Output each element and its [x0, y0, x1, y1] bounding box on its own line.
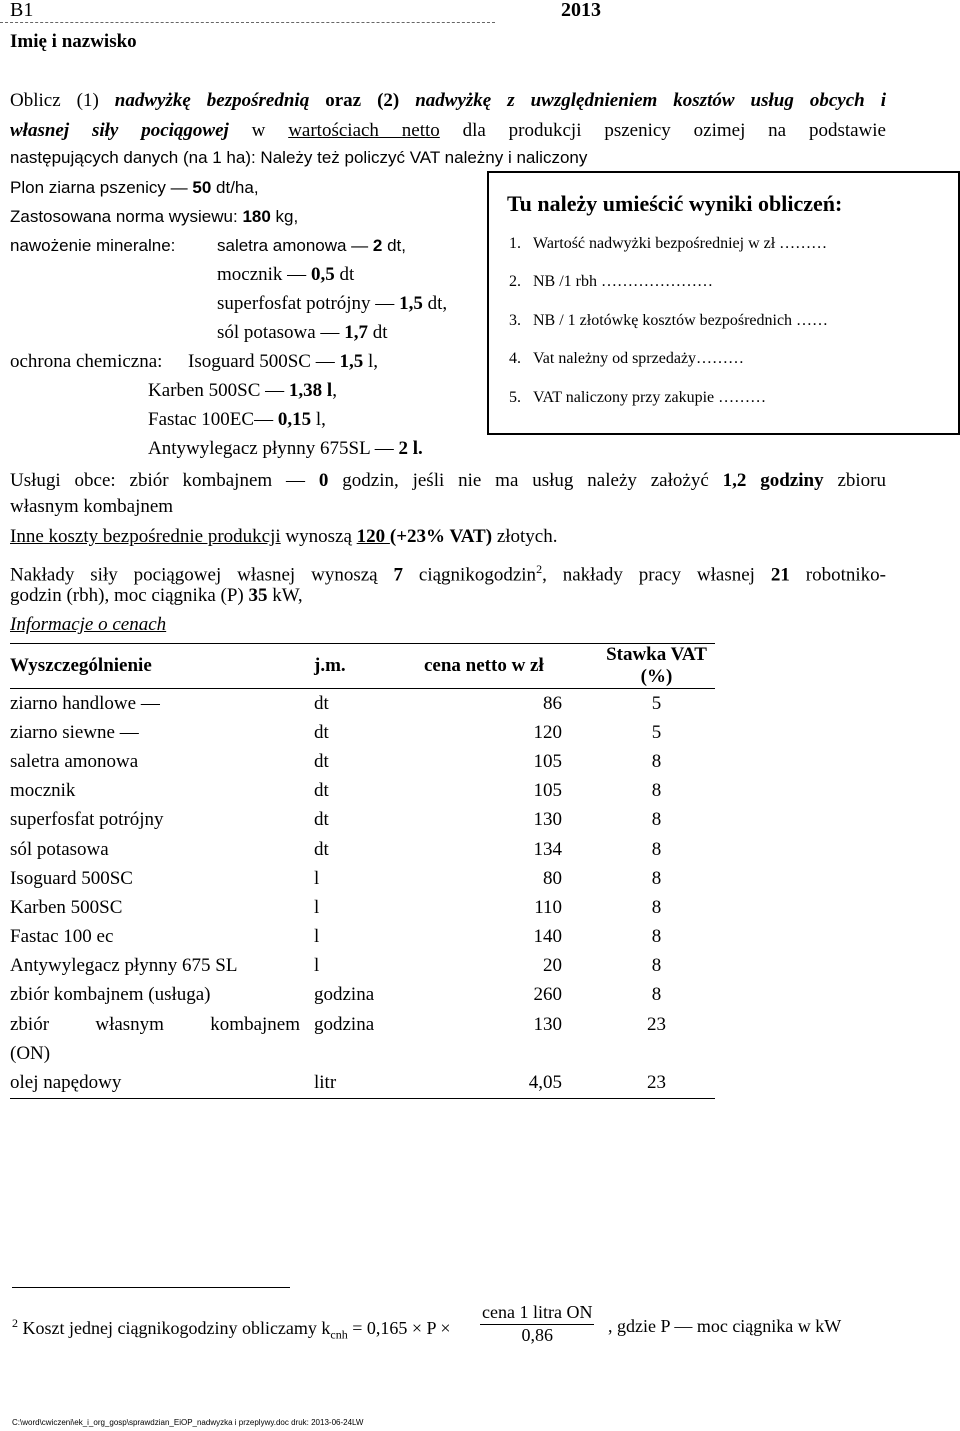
cell-vat: 8 [651, 896, 662, 918]
cell-name: zbiór własnym kombajnem [10, 1013, 300, 1035]
price-table [10, 643, 715, 1099]
footnote-text: $^2$ Koszt jednej ciągnikogodziny obliczamy $k_{cnh} = 0,165 \times P$ × [12, 1316, 451, 1342]
table-header-row [10, 644, 715, 689]
results-box [487, 171, 960, 435]
cell-unit: godzina [314, 1013, 375, 1035]
fraction-numerator: cena 1 litra ON [480, 1302, 594, 1325]
header-wyszczegolnienie: Wyszczególnienie [10, 644, 314, 689]
fert-saletra: saletra amonowa — 2 dt, [217, 236, 406, 255]
fert-mocznik: mocznik — 0,5 dt [217, 264, 355, 285]
ochrona-label: ochrona chemiczna: [10, 351, 163, 372]
task-line-2: własnej siły pociągowej w wartościach netto dla produkcji pszenicy ozimej na podstawie [10, 120, 886, 141]
uslugi-line-1: Usługi obce: zbiór kombajnem — 0 godzin, jeśli nie ma usług należy założyć 1,2 godziny zbioru [10, 470, 886, 491]
results-box-title: Tu należy umieścić wyniki obliczeń: [507, 191, 843, 216]
cell-name: Isoguard 500SC [10, 867, 133, 889]
cell-price: 86 [543, 692, 562, 714]
cell-vat: 8 [651, 926, 662, 948]
cell-price: 130 [533, 1013, 562, 1035]
naklady-line-1: Nakłady siły pociągowej własnej wynoszą 7 ciągnikogodzin$^2$, nakłady pracy własnej 21 robotniko- [10, 562, 886, 586]
cell-price [412, 1039, 598, 1068]
table-row [10, 1068, 715, 1098]
table-row [10, 806, 715, 835]
header-dashed-divider [0, 22, 495, 23]
cell-vat: 8 [651, 867, 662, 889]
cell-unit: dt [314, 750, 329, 772]
result-item-4[interactable]: 4. Vat należny od sprzedaży……… [509, 350, 745, 367]
cell-price: 130 [533, 809, 562, 831]
cell-name: sól potasowa [10, 838, 109, 860]
document-code: B1 [10, 0, 34, 21]
result-item-2[interactable]: 2. NB /1 rbh ………………… [509, 273, 713, 290]
cell-name: Karben 500SC [10, 896, 123, 918]
footnote-divider [12, 1287, 290, 1288]
cell-vat [598, 1039, 715, 1068]
cell-unit: litr [314, 1068, 412, 1098]
table-row [10, 864, 715, 893]
cell-vat: 8 [651, 750, 662, 772]
table-row [10, 1010, 715, 1039]
cell-name: ziarno handlowe — [10, 692, 160, 714]
cell-vat: 8 [651, 838, 662, 860]
cell-unit [314, 1039, 412, 1068]
cell-name: saletra amonowa [10, 750, 139, 772]
table-row [10, 952, 715, 981]
task-line-3: następujących danych (na 1 ha): Należy też policzyć VAT należny i naliczony [10, 148, 588, 167]
chem-karben: Karben 500SC — 1,38 l, [148, 380, 337, 401]
cell-name: Antywylegacz płynny 675 SL [10, 955, 238, 977]
table-row [10, 981, 715, 1010]
cell-vat: 8 [651, 809, 662, 831]
cell-unit: l [314, 896, 320, 918]
cell-vat: 23 [647, 1013, 666, 1035]
cell-name: (ON) [10, 1042, 51, 1064]
cell-unit: godzina [314, 984, 375, 1006]
cell-name: superfosfat potrójny [10, 809, 164, 831]
table-row [10, 923, 715, 952]
cell-unit: l [314, 867, 320, 889]
table-row [10, 835, 715, 864]
cell-vat: 8 [651, 955, 662, 977]
uslugi-line-2: własnym kombajnem [10, 496, 174, 517]
cell-unit: dt [314, 692, 329, 714]
cell-price: 105 [533, 780, 562, 802]
cell-unit: dt [314, 838, 329, 860]
cell-name: Fastac 100 ec [10, 926, 114, 948]
fert-superfosfat: superfosfat potrójny — 1,5 dt, [217, 293, 448, 314]
wysiew-line: Zastosowana norma wysiewu: 180 kg, [10, 207, 299, 226]
cell-name: ziarno siewne — [10, 721, 139, 743]
table-row [10, 689, 715, 719]
cell-vat: 5 [651, 692, 662, 714]
document-year: 2013 [561, 0, 601, 21]
cell-unit: dt [314, 809, 329, 831]
cell-price: 4,05 [412, 1068, 598, 1098]
cell-price: 110 [534, 896, 562, 918]
price-info-title: Informacje o cenach [10, 614, 167, 635]
result-item-5[interactable]: 5. VAT naliczony przy zakupie ……… [509, 389, 767, 406]
cell-price: 134 [533, 838, 562, 860]
footnote-end: , gdzie P — moc ciągnika w kW [608, 1316, 842, 1336]
cell-price: 105 [533, 750, 562, 772]
header-jm: j.m. [314, 644, 412, 689]
cell-name: zbiór kombajnem (usługa) [10, 984, 211, 1006]
cell-unit: dt [314, 721, 329, 743]
cell-unit: l [314, 926, 320, 948]
header-cena: cena netto w zł [412, 644, 598, 689]
cell-price: 120 [533, 721, 562, 743]
cell-vat: 23 [598, 1068, 715, 1098]
table-row [10, 747, 715, 776]
inne-koszty-line: Inne koszty bezpośrednie produkcji wynoszą 120 (+23% VAT) złotych. [10, 526, 558, 547]
chem-isoguard: Isoguard 500SC — 1,5 l, [188, 351, 379, 372]
cell-unit: dt [314, 780, 329, 802]
cell-name: mocznik [10, 780, 76, 802]
fraction-denominator: 0,86 [521, 1325, 553, 1345]
table-row [10, 1039, 715, 1068]
footnote-fraction [480, 1302, 594, 1346]
file-path: C:\word\cwiczeni\ek_i_org_gosp\sprawdzian_EiOP_nadwyzka i przeplywy.doc druk: 2013-06-24LW [12, 1418, 364, 1427]
chem-fastac: Fastac 100EC— 0,15 l, [148, 409, 326, 430]
nawozenie-label: nawożenie mineralne: [10, 236, 176, 255]
naklady-line-2: godzin (rbh), moc ciągnika (P) 35 kW, [10, 585, 303, 606]
name-label: Imię i nazwisko [10, 31, 137, 52]
header-vat: Stawka VAT (%) [598, 644, 715, 689]
cell-vat: 8 [651, 780, 662, 802]
result-item-1[interactable]: 1. Wartość nadwyżki bezpośredniej w zł ……… [509, 235, 828, 252]
cell-vat: 5 [651, 721, 662, 743]
result-item-3[interactable]: 3. NB / 1 złotówkę kosztów bezpośrednich …… [509, 312, 829, 329]
task-line-1: Oblicz (1) nadwyżkę bezpośrednią oraz (2) nadwyżkę z uwzględnieniem kosztów usług obcych i [10, 90, 886, 111]
cell-price: 140 [533, 926, 562, 948]
table-row [10, 718, 715, 747]
cell-unit: l [314, 955, 320, 977]
cell-vat: 8 [651, 984, 662, 1006]
cell-name: olej napędowy [10, 1068, 314, 1098]
chem-antywylegacz: Antywylegacz płynny 675SL — 2 l. [148, 438, 423, 459]
cell-price: 80 [543, 867, 562, 889]
fert-sol-potasowa: sól potasowa — 1,7 dt [217, 322, 388, 343]
cell-price: 20 [543, 955, 562, 977]
plon-line: Plon ziarna pszenicy — 50 dt/ha, [10, 178, 259, 197]
cell-price: 260 [533, 984, 562, 1006]
table-row [10, 893, 715, 922]
table-row [10, 777, 715, 806]
